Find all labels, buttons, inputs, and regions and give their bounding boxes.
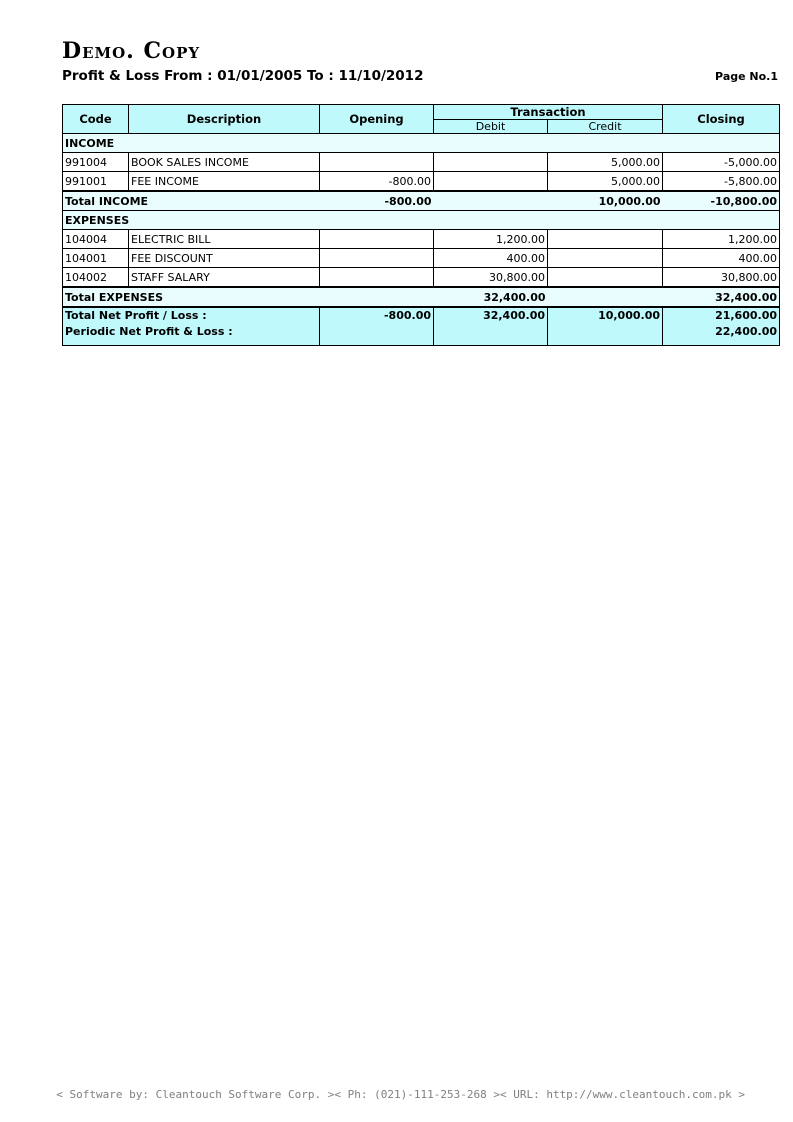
- col-description-header: Description: [129, 105, 320, 134]
- row-description: STAFF SALARY: [129, 268, 320, 288]
- expenses-total-opening: [320, 287, 434, 307]
- income-total-closing: -10,800.00: [663, 191, 780, 211]
- row-code: 991001: [63, 172, 129, 192]
- row-credit: 5,000.00: [548, 153, 663, 172]
- table-row: [63, 268, 780, 288]
- expenses-total-closing: 32,400.00: [663, 287, 780, 307]
- row-opening: [320, 249, 434, 268]
- row-credit: [548, 268, 663, 288]
- row-debit: 30,800.00: [434, 268, 548, 288]
- expenses-total-debit: 32,400.00: [434, 287, 548, 307]
- row-opening: [320, 153, 434, 172]
- col-debit-header: Debit: [434, 120, 548, 134]
- income-total-label: Total INCOME: [63, 191, 320, 211]
- income-total-opening: -800.00: [320, 191, 434, 211]
- col-closing-header: Closing: [663, 105, 780, 134]
- report-title: Demo. Copy: [62, 38, 201, 64]
- income-section-row: [63, 134, 780, 153]
- row-opening: [320, 230, 434, 249]
- income-total-credit: 10,000.00: [548, 191, 663, 211]
- row-description: ELECTRIC BILL: [129, 230, 320, 249]
- row-description: FEE DISCOUNT: [129, 249, 320, 268]
- page-number: Page No.1: [715, 70, 778, 83]
- row-closing: 30,800.00: [663, 268, 780, 288]
- row-closing: 1,200.00: [663, 230, 780, 249]
- net-credit: 10,000.00: [548, 307, 663, 346]
- row-opening: -800.00: [320, 172, 434, 192]
- col-code-header: Code: [63, 105, 129, 134]
- report-subtitle: Profit & Loss From : 01/01/2005 To : 11/10/2012: [62, 68, 424, 84]
- net-debit: 32,400.00: [434, 307, 548, 346]
- software-footer: < Software by: Cleantouch Software Corp. >< Ph: (021)-111-253-268 >< URL: http://www.cleantouch.com.pk >: [56, 1088, 745, 1101]
- row-description: BOOK SALES INCOME: [129, 153, 320, 172]
- row-debit: 1,200.00: [434, 230, 548, 249]
- row-debit: [434, 153, 548, 172]
- net-periodic-label: Periodic Net Profit & Loss :: [65, 325, 233, 338]
- row-credit: 5,000.00: [548, 172, 663, 192]
- income-total-debit: [434, 191, 548, 211]
- row-code: 104001: [63, 249, 129, 268]
- row-closing: 400.00: [663, 249, 780, 268]
- net-periodic-closing: 22,400.00: [715, 325, 777, 338]
- profit-loss-table: [62, 104, 780, 346]
- expenses-total-label: Total EXPENSES: [63, 287, 320, 307]
- expenses-total-credit: [548, 287, 663, 307]
- expenses-section-label: EXPENSES: [63, 211, 780, 230]
- row-debit: 400.00: [434, 249, 548, 268]
- row-code: 104004: [63, 230, 129, 249]
- income-section-label: INCOME: [63, 134, 780, 153]
- row-debit: [434, 172, 548, 192]
- col-opening-header: Opening: [320, 105, 434, 134]
- expenses-total-row: [63, 287, 780, 307]
- expenses-section-row: [63, 211, 780, 230]
- net-closing: 21,600.00: [715, 309, 777, 322]
- table-row: [63, 153, 780, 172]
- row-code: 991004: [63, 153, 129, 172]
- net-profit-row: [63, 307, 780, 346]
- row-closing: -5,800.00: [663, 172, 780, 192]
- net-opening: -800.00: [320, 307, 434, 346]
- row-credit: [548, 230, 663, 249]
- row-code: 104002: [63, 268, 129, 288]
- col-transaction-header: Transaction: [434, 105, 663, 120]
- row-credit: [548, 249, 663, 268]
- net-closing-cell: [663, 307, 780, 346]
- table-row: [63, 230, 780, 249]
- net-labels: [63, 307, 320, 346]
- row-closing: -5,000.00: [663, 153, 780, 172]
- net-total-label: Total Net Profit / Loss :: [65, 309, 207, 322]
- col-credit-header: Credit: [548, 120, 663, 134]
- table-row: [63, 172, 780, 192]
- row-opening: [320, 268, 434, 288]
- row-description: FEE INCOME: [129, 172, 320, 192]
- table-row: [63, 249, 780, 268]
- income-total-row: [63, 191, 780, 211]
